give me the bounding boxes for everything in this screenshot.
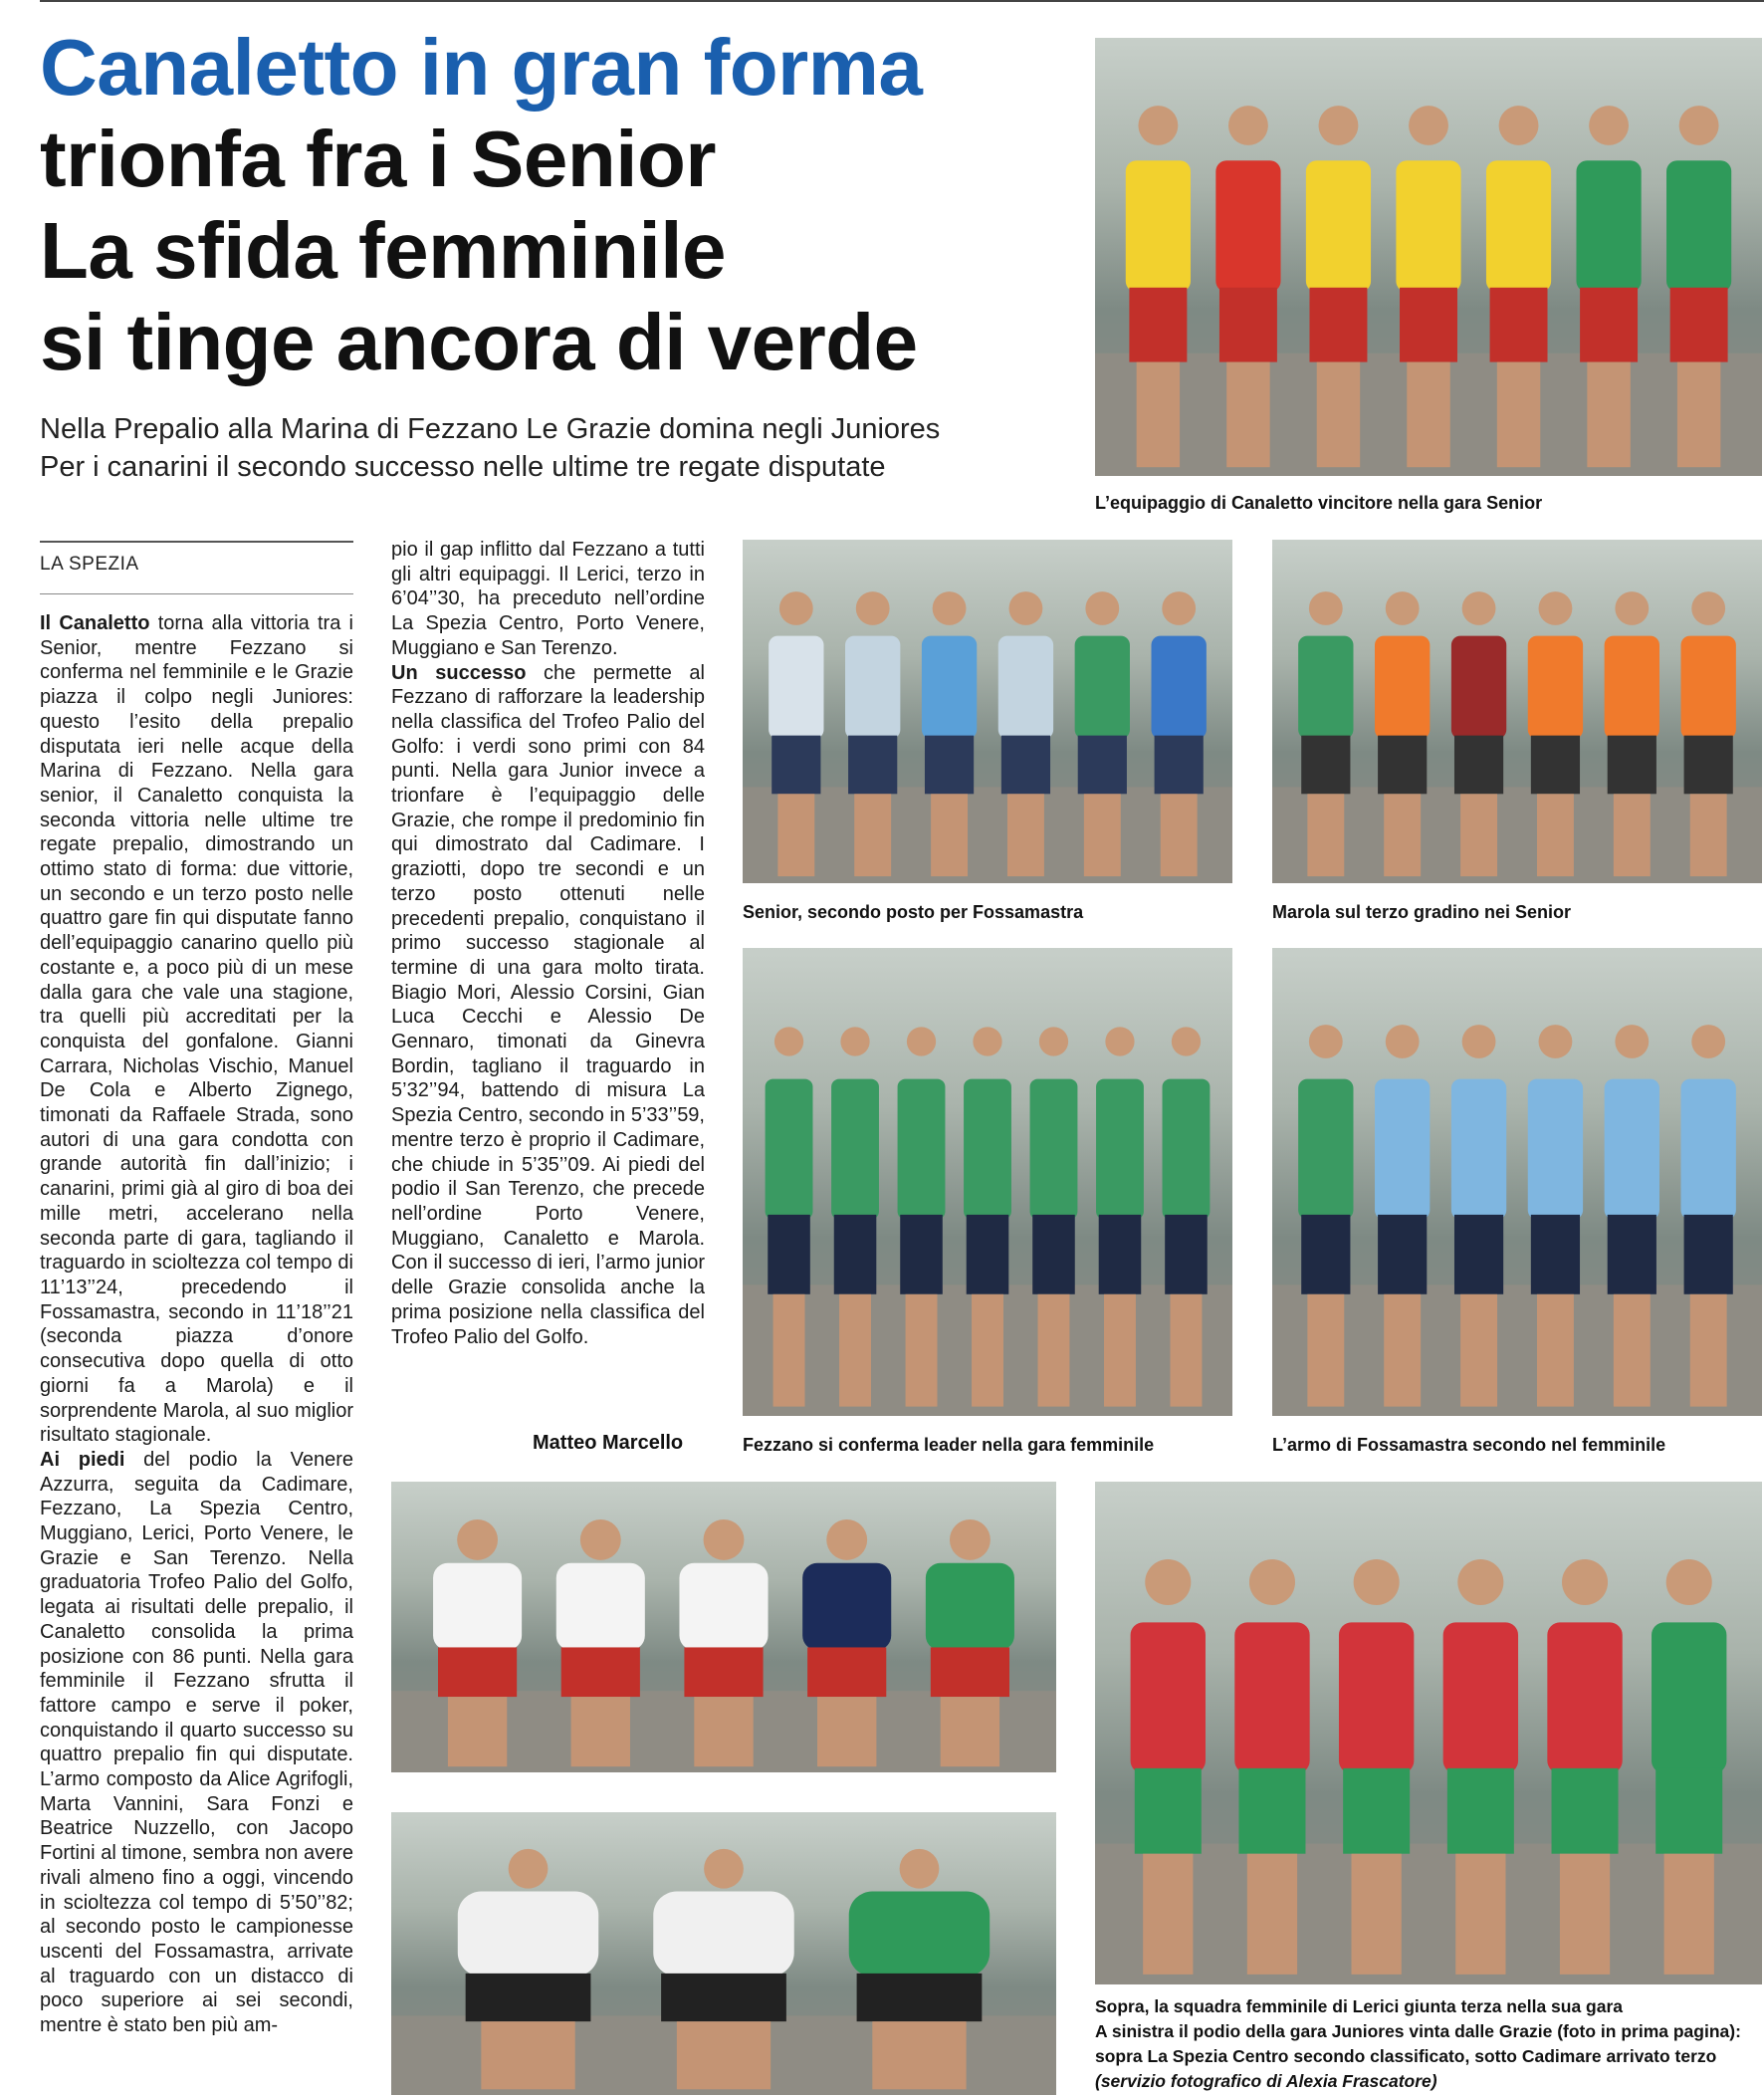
photo-ground bbox=[1095, 1844, 1762, 1984]
photo-lerici-femminile bbox=[1095, 1482, 1762, 1984]
paragraph-lead: Un successo bbox=[391, 661, 527, 684]
location-label: LA SPEZIA bbox=[40, 554, 139, 575]
caption-fossamastra-senior: Senior, secondo posto per Fossamastra bbox=[743, 902, 1084, 922]
paragraph-text: che permette al Fezzano di rafforzare la leadership nella classifica del Trofeo Palio del Golfo: i verdi sono primi con 84 punti. Nella gara Junior invece a trionfare è l’equipaggio delle Grazie, che rompe il predominio fin qui dimostrato dal Cadimare. I graziotti, dopo tre secondi e un terzo posto ottenuti nelle precedenti prepalio, conquistano il primo successo stagionale al termine di una gara molto tirata. Biagio Mori, Alessio Corsini, Gian Luca Cecchi e Alessio De Gennaro, timonati da Ginevra Bordin, tagliano il traguardo in 5’32’’94, battendo di misura La Spezia Centro, secondo in 5’33’’59, mentre terzo è proprio il Cadimare, che chiude in 5’35’’09. Ai piedi del podio il San Terenzo, che precede nell’ordine Porto Venere, Muggiano, Canaletto e Marola. Con il successo di ieri, l’armo junior delle Grazie consolida anche la prima posizione nella classifica del Trofeo Palio del Golfo. bbox=[391, 661, 705, 1348]
article-paragraph-3 bbox=[391, 538, 705, 661]
photo-fezzano-femminile bbox=[743, 948, 1232, 1416]
photo-fossamastra-senior bbox=[743, 540, 1232, 883]
caption-bottom-line-3: sopra La Spezia Centro secondo classificato, sotto Cadimare arrivato terzo bbox=[1095, 2046, 1717, 2066]
photo-illustration bbox=[391, 1482, 1056, 1772]
photo-illustration bbox=[391, 1812, 1056, 2095]
caption-fossamastra-femminile: L’armo di Fossamastra secondo nel femminile bbox=[1272, 1435, 1666, 1455]
photo-illustration bbox=[743, 948, 1232, 1416]
photo-illustration bbox=[1272, 540, 1762, 883]
paragraph-lead: Ai piedi bbox=[40, 1448, 125, 1471]
headline-line-4: si tinge ancora di verde bbox=[40, 298, 918, 386]
paragraph-text: torna alla vittoria tra i Senior, mentre Fezzano si conferma nel femminile e le Grazie piazza il colpo negli Juniores: questo l’esito della prepalio disputata ieri nelle acque della Marina di Fezzano. Nella gara senior, il Canaletto conquista la seconda vittoria nelle ultime tre regate prepalio, dimostrando un ottimo stato di forma: due vittorie, un secondo e un terzo posto nelle quattro gare fin qui disputate fanno dell’equipaggio canarino quello più costante e, a poco più di un mese dalla gara che vale una stagione, tra quelli più accreditati per la conquista del gonfalone. Gianni Carrara, Nicholas Vischio, Manuel De Cola e Alberto Zignego, timonati da Raffaele Strada, sono autori di una gara condotta con grande autorità fin dall’inizio; i canarini, primi già al giro di boa dei mille metri, accelerano nella seconda parte di gara, tagliando il traguardo in scioltezza col tempo di 11’13’’24, precedendo il Fossamastra, secondo in 11’18’’21 (seconda piazza d’onore consecutiva dopo quella di otto giorni fa a Marola) e il sorprendente Marola, al suo miglior risultato stagionale. bbox=[40, 612, 353, 1447]
caption-fezzano-femminile: Fezzano si conferma leader nella gara femminile bbox=[743, 1435, 1155, 1455]
location-rule-bottom bbox=[40, 593, 353, 594]
article-paragraph-2 bbox=[40, 1448, 353, 2038]
headline-line-3: La sfida femminile bbox=[40, 206, 726, 295]
paragraph-text: pio il gap inflitto dal Fezzano a tutti gli altri equipaggi. Il Lerici, terzo in 6’04’’30, ha preceduto nell’ordine La Spezia Centro, Porto Venere, Muggiano e San Terenzo. bbox=[391, 539, 705, 659]
location-rule bbox=[40, 541, 353, 543]
caption-bottom-credit: (servizio fotografico di Alexia Frascatore) bbox=[1095, 2071, 1437, 2091]
headline-line-2: trionfa fra i Senior bbox=[40, 115, 716, 203]
photo-canaletto-senior bbox=[1095, 38, 1762, 476]
top-rule bbox=[40, 0, 1764, 2]
headline-line-1: Canaletto in gran forma bbox=[40, 23, 923, 112]
article-paragraph-1 bbox=[40, 611, 353, 1448]
photo-illustration bbox=[1095, 38, 1762, 476]
photo-ground bbox=[1272, 787, 1762, 883]
article-column-2 bbox=[391, 538, 705, 1434]
subheadline bbox=[40, 410, 1075, 486]
photo-cadimare-juniores bbox=[391, 1812, 1056, 2095]
photo-ground bbox=[1272, 1284, 1762, 1416]
caption-bottom-line-2: A sinistra il podio della gara Juniores vinta dalle Grazie (foto in prima pagina): bbox=[1095, 2021, 1741, 2041]
paragraph-lead: Il Canaletto bbox=[40, 612, 150, 634]
photo-illustration bbox=[1272, 948, 1762, 1416]
headline bbox=[40, 22, 1075, 388]
article-paragraph-4 bbox=[391, 661, 705, 1350]
caption-canaletto: L’equipaggio di Canaletto vincitore nella gara Senior bbox=[1095, 493, 1543, 513]
photo-la-spezia-centro-juniores bbox=[391, 1482, 1056, 1772]
photo-marola-senior bbox=[1272, 540, 1762, 883]
caption-bottom bbox=[1095, 1994, 1741, 2094]
photo-illustration bbox=[1095, 1482, 1762, 1984]
article-column-1 bbox=[40, 611, 353, 2095]
photo-fossamastra-femminile bbox=[1272, 948, 1762, 1416]
photo-illustration bbox=[743, 540, 1232, 883]
photo-ground bbox=[743, 787, 1232, 883]
author-signature: Matteo Marcello bbox=[533, 1432, 684, 1454]
paragraph-text: del podio la Venere Azzurra, seguita da Cadimare, Fezzano, La Spezia Centro, Muggiano, Lerici, Porto Venere, le Grazie e San Terenzo. Nella graduatoria Trofeo Palio del Golfo, legata ai risultati delle prepalio, il Canaletto consolida la prima posizione con 86 punti. Nella gara femminile il Fezzano sfrutta il fattore campo e serve il poker, conquistando il quarto successo su quattro prepalio fin qui disputate. L’armo composto da Alice Agrifogli, Marta Vannini, Sara Fonzi e Beatrice Nuzzello, con Jacopo Fortini al timone, sembra non avere rivali almeno fino a oggi, vincendo in scioltezza col tempo di 5’50’’82; al secondo posto le campionesse uscenti del Fossamastra, arrivate al traguardo con un distacco di poco superiore ai sei secondi, mentre è stato ben più am- bbox=[40, 1448, 353, 2037]
subheadline-line-2: Per i canarini il secondo successo nelle ultime tre regate disputate bbox=[40, 451, 886, 483]
subheadline-line-1: Nella Prepalio alla Marina di Fezzano Le Grazie domina negli Juniores bbox=[40, 413, 941, 445]
caption-marola-senior: Marola sul terzo gradino nei Senior bbox=[1272, 902, 1572, 922]
caption-bottom-line-1: Sopra, la squadra femminile di Lerici giunta terza nella sua gara bbox=[1095, 1996, 1624, 2016]
